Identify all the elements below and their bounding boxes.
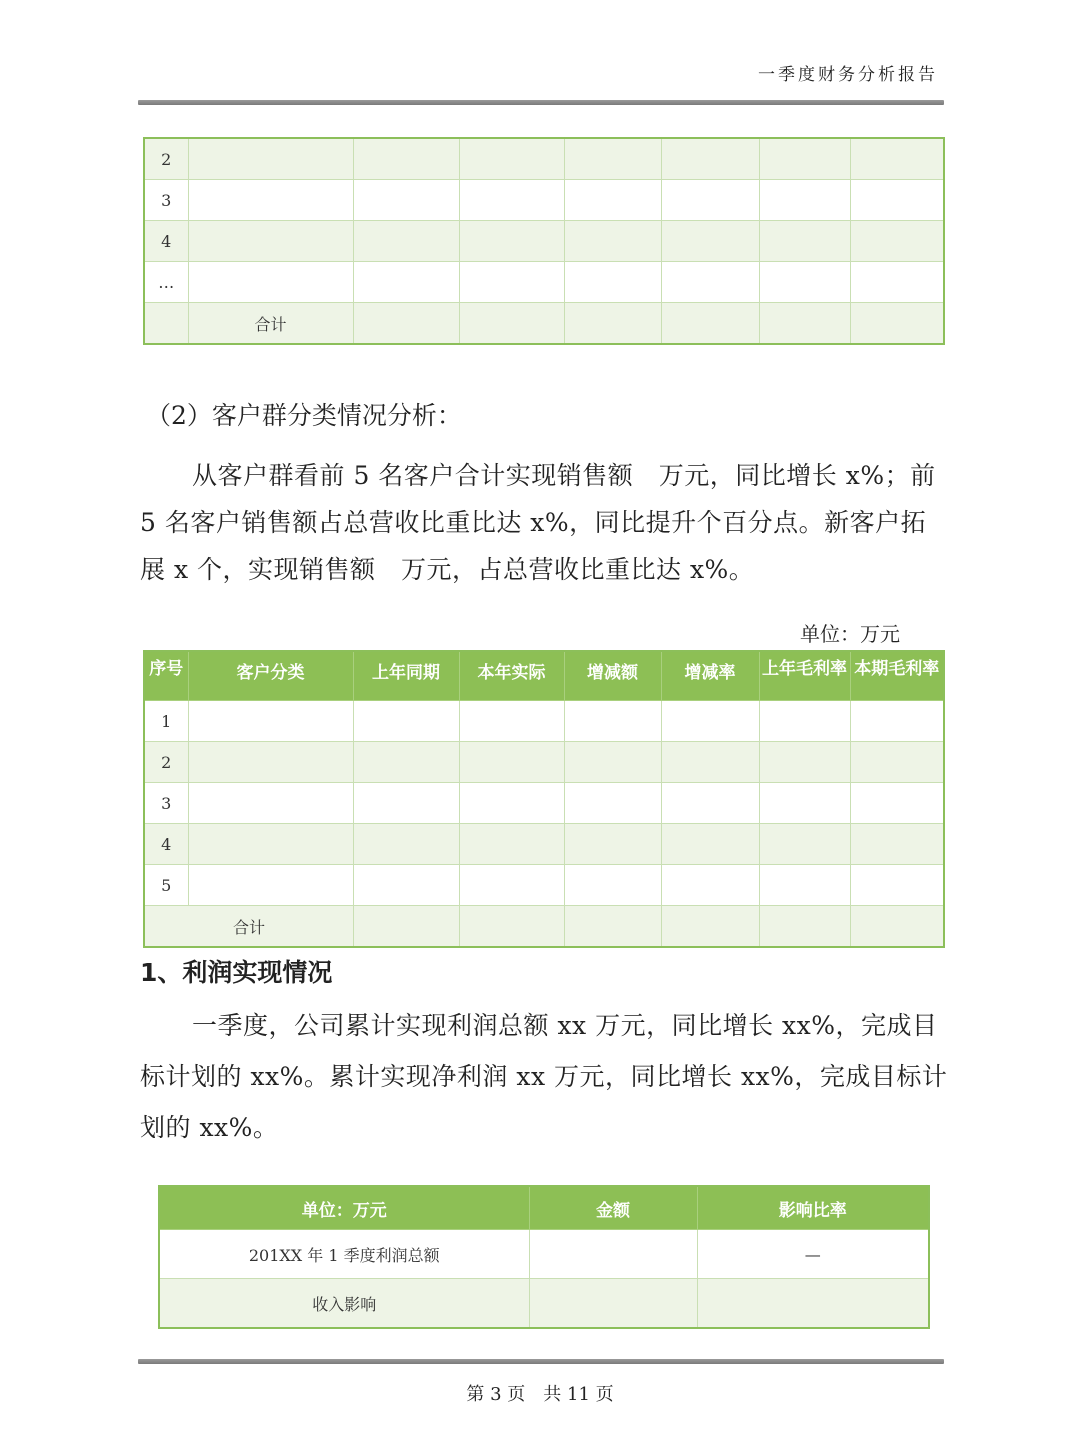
table-cell (459, 138, 564, 180)
profit-paragraph-text: 一季度，公司累计实现利润总额 xx 万元，同比增长 xx%，完成目标计划的 xx%。累计实现净利润 xx 万元，同比增长 xx%，完成目标计划的 xx%。 (140, 1011, 948, 1142)
table-cell (353, 138, 459, 180)
table-cell (353, 865, 459, 906)
table-cell (564, 262, 661, 303)
table-cell (564, 824, 661, 865)
table-row (159, 1279, 929, 1329)
table-cell (353, 180, 459, 221)
table-cell (661, 783, 759, 824)
table-row (159, 1230, 929, 1279)
column-header: 序号 (144, 651, 188, 701)
column-header: 上年同期 (353, 651, 459, 701)
ratio-cell: — (697, 1230, 929, 1279)
profit-paragraph (140, 1000, 948, 1153)
column-header: 单位：万元 (159, 1186, 529, 1230)
table-row (144, 701, 944, 742)
table-cell (661, 138, 759, 180)
table-cell (850, 865, 944, 906)
table-cell (564, 138, 661, 180)
table-cell (759, 180, 850, 221)
table-row (144, 221, 944, 262)
customer-group-heading: （2）客户群分类情况分析： (146, 401, 462, 430)
ratio-cell (697, 1279, 929, 1329)
total-label: 合计 (144, 906, 353, 948)
table-cell (188, 742, 353, 783)
table-cell (188, 262, 353, 303)
table-cell (564, 303, 661, 345)
row-index: 3 (144, 783, 188, 824)
column-header: 影响比率 (697, 1186, 929, 1230)
column-header: 金额 (529, 1186, 697, 1230)
profit-section-heading: 1、利润实现情况 (140, 958, 333, 987)
table-cell (564, 783, 661, 824)
table-cell (564, 221, 661, 262)
table-cell (459, 701, 564, 742)
table-cell (850, 906, 944, 948)
table-cell (661, 701, 759, 742)
table-cell (850, 303, 944, 345)
table-cell (188, 701, 353, 742)
table-row (144, 262, 944, 303)
table-cell (188, 783, 353, 824)
table-cell (188, 138, 353, 180)
table-cell (850, 742, 944, 783)
total-label: 合计 (188, 303, 353, 345)
table-cell (850, 262, 944, 303)
total-row (144, 303, 944, 345)
column-header: 本年实际 (459, 651, 564, 701)
column-header: 本期毛利率 (850, 651, 944, 701)
row-label: 201XX 年 1 季度利润总额 (159, 1230, 529, 1279)
table-cell (144, 303, 188, 345)
table-cell (459, 742, 564, 783)
table-cell (459, 824, 564, 865)
customer-category-table (143, 650, 945, 948)
footer-divider (138, 1359, 944, 1364)
table-cell (353, 906, 459, 948)
customer-group-paragraph-text: 从客户群看前 5 名客户合计实现销售额 万元，同比增长 x%；前 5 名客户销售额占总营收比重比达 x%，同比提升个百分点。新客户拓展 x 个，实现销售额 万元，占总营收比重比达 x%。 (140, 461, 936, 584)
table-cell (564, 906, 661, 948)
table-cell (188, 865, 353, 906)
table-cell (564, 742, 661, 783)
amount-cell (529, 1279, 697, 1329)
row-index: 2 (144, 138, 188, 180)
table-cell (188, 824, 353, 865)
table-cell (759, 742, 850, 783)
table-cell (661, 824, 759, 865)
header-divider (138, 100, 944, 105)
table-cell (759, 824, 850, 865)
table-cell (759, 865, 850, 906)
table-cell (564, 865, 661, 906)
row-index: 3 (144, 180, 188, 221)
profit-impact-table (158, 1185, 930, 1329)
table-cell (759, 262, 850, 303)
table-cell (759, 221, 850, 262)
column-header: 增减率 (661, 651, 759, 701)
unit-label: 单位：万元 (800, 622, 900, 646)
table-cell (459, 865, 564, 906)
column-header: 客户分类 (188, 651, 353, 701)
row-index: 4 (144, 824, 188, 865)
table-cell (661, 180, 759, 221)
table-row (144, 742, 944, 783)
row-index: 5 (144, 865, 188, 906)
table-cell (661, 303, 759, 345)
table-cell (759, 783, 850, 824)
customer-group-paragraph (140, 452, 948, 593)
table-cell (459, 783, 564, 824)
table-cell (353, 262, 459, 303)
table-row (144, 783, 944, 824)
table-cell (661, 906, 759, 948)
row-index: 4 (144, 221, 188, 262)
table-cell (188, 221, 353, 262)
table-cell (353, 303, 459, 345)
table-cell (353, 701, 459, 742)
table-cell (459, 906, 564, 948)
table-cell (564, 701, 661, 742)
table-cell (850, 701, 944, 742)
table-cell (850, 824, 944, 865)
table-cell (353, 221, 459, 262)
table-cell (661, 865, 759, 906)
table-cell (353, 824, 459, 865)
customer-detail-table-continued (143, 137, 945, 345)
table-row (144, 824, 944, 865)
table-cell (759, 701, 850, 742)
table-cell (564, 180, 661, 221)
column-header: 增减额 (564, 651, 661, 701)
table-cell (850, 221, 944, 262)
table-cell (459, 180, 564, 221)
total-row (144, 906, 944, 948)
table-cell (759, 906, 850, 948)
table-cell (353, 742, 459, 783)
amount-cell (529, 1230, 697, 1279)
table-cell (459, 303, 564, 345)
table-cell (661, 262, 759, 303)
table-cell (850, 138, 944, 180)
table-cell (759, 138, 850, 180)
row-index: … (144, 262, 188, 303)
table-cell (661, 221, 759, 262)
row-index: 2 (144, 742, 188, 783)
table-cell (353, 783, 459, 824)
table-cell (850, 180, 944, 221)
table-cell (459, 262, 564, 303)
page-number: 第 3 页 共 11 页 (466, 1384, 614, 1405)
table-cell (850, 783, 944, 824)
table-row (144, 865, 944, 906)
table-cell (459, 221, 564, 262)
row-index: 1 (144, 701, 188, 742)
table-cell (759, 303, 850, 345)
table-row (144, 180, 944, 221)
row-label: 收入影响 (159, 1279, 529, 1329)
table-cell (188, 180, 353, 221)
table-cell (661, 742, 759, 783)
column-header: 上年毛利率 (759, 651, 850, 701)
report-header-title: 一季度财务分析报告 (758, 65, 938, 85)
table-row (144, 138, 944, 180)
